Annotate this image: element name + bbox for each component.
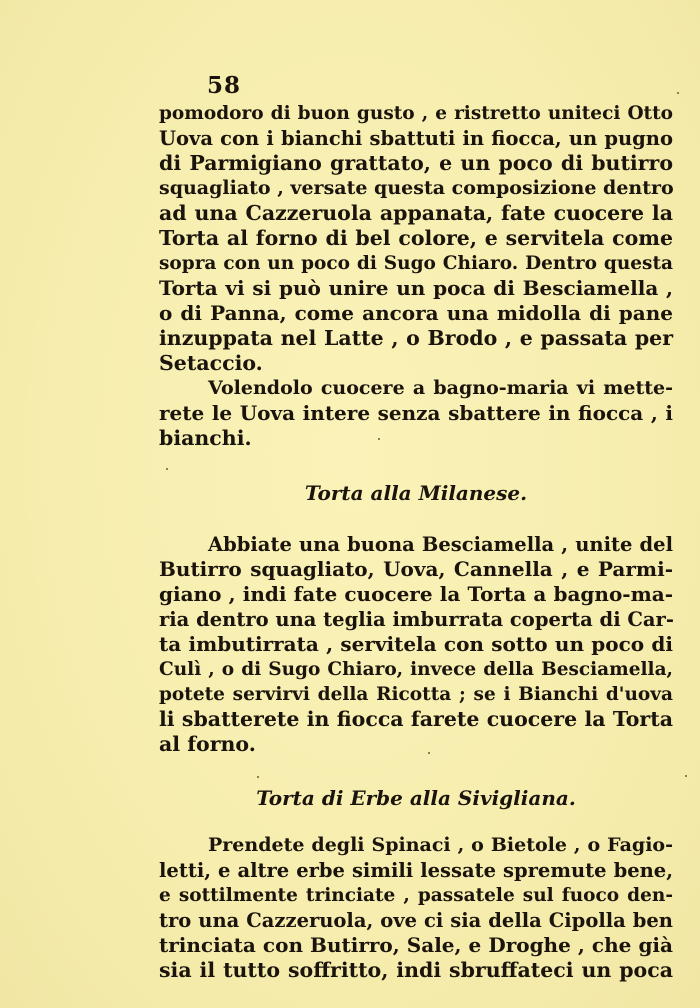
text-line: Setaccio. [159, 351, 263, 375]
text-line: Abbiate una buona Besciamella , unite del [208, 533, 673, 556]
text-line: letti, e altre erbe simili lessate spremute bene, [159, 859, 673, 882]
text-line: giano , indi fate cuocere la Torta a bagno-ma- [159, 582, 673, 606]
text-line: al forno. [159, 732, 256, 756]
text-line: e sottilmente trinciate , passatele sul fuoco den- [159, 885, 673, 906]
paper-speck [166, 468, 168, 470]
text-line: ta imbutirrata , servitela con sotto un poco di [159, 632, 673, 656]
paper-speck [677, 92, 679, 94]
section-body-torta-milanese [159, 532, 673, 757]
text-line: o di Panna, come ancora una midolla di pane [159, 301, 673, 325]
text-line: Torta vi si può unire un poca di Besciamella , [159, 276, 673, 300]
page-number: 58 [207, 72, 242, 99]
paper-speck [378, 438, 380, 440]
text-line: Culì , o di Sugo Chiaro, invece della Besciamella, [159, 659, 673, 680]
text-line: sopra con un poco di Sugo Chiaro. Dentro questa [159, 253, 673, 274]
text-line: li sbatterete in fiocca farete cuocere la Torta [159, 707, 673, 731]
text-line: Uova con i bianchi sbattuti in fiocca, un pugno [159, 127, 673, 150]
text-line: Butirro squagliato, Uova, Cannella , e Parmi- [159, 557, 673, 581]
section-body-torta-erbe [159, 833, 673, 983]
text-line: potete servirvi della Ricotta ; se i Bianchi d'uova [159, 684, 673, 705]
paragraph-continuation [159, 101, 673, 376]
paper-speck [257, 776, 259, 778]
text-line: pomodoro di buon gusto , e ristretto uniteci Otto [159, 103, 673, 124]
text-line: trinciata con Butirro, Sale, e Droghe , che già [159, 933, 673, 957]
text-line: Volendolo cuocere a bagno-maria vi mette- [208, 377, 673, 399]
text-line: Prendete degli Spinaci , o Bietole , o Fagio- [208, 834, 673, 856]
text-line: squagliato , versate questa composizione dentro [159, 177, 674, 199]
section-heading-torta-milanese: Torta alla Milanese. [304, 481, 528, 505]
paper-speck [428, 752, 430, 754]
text-line: di Parmigiano grattato, e un poco di butirro [159, 151, 673, 175]
text-line: tro una Cazzeruola, ove ci sia della Cipolla ben [159, 909, 673, 932]
text-line: bianchi. [159, 426, 252, 450]
text-line: Torta al forno di bel colore, e servitela come [159, 226, 673, 250]
section-heading-torta-erbe: Torta di Erbe alla Sivigliana. [256, 786, 576, 810]
text-line: inzuppata nel Latte , o Brodo , e passata per [159, 326, 673, 350]
text-line: rete le Uova intere senza sbattere in fiocca , i [159, 401, 673, 425]
paper-speck [685, 775, 687, 777]
paragraph-bagno-maria [159, 376, 673, 451]
text-line: ria dentro una teglia imburrata coperta di Car- [159, 608, 674, 631]
text-line: ad una Cazzeruola appanata, fate cuocere la [159, 201, 673, 225]
text-line: sia il tutto soffritto, indi sbruffateci un poca [159, 958, 673, 982]
